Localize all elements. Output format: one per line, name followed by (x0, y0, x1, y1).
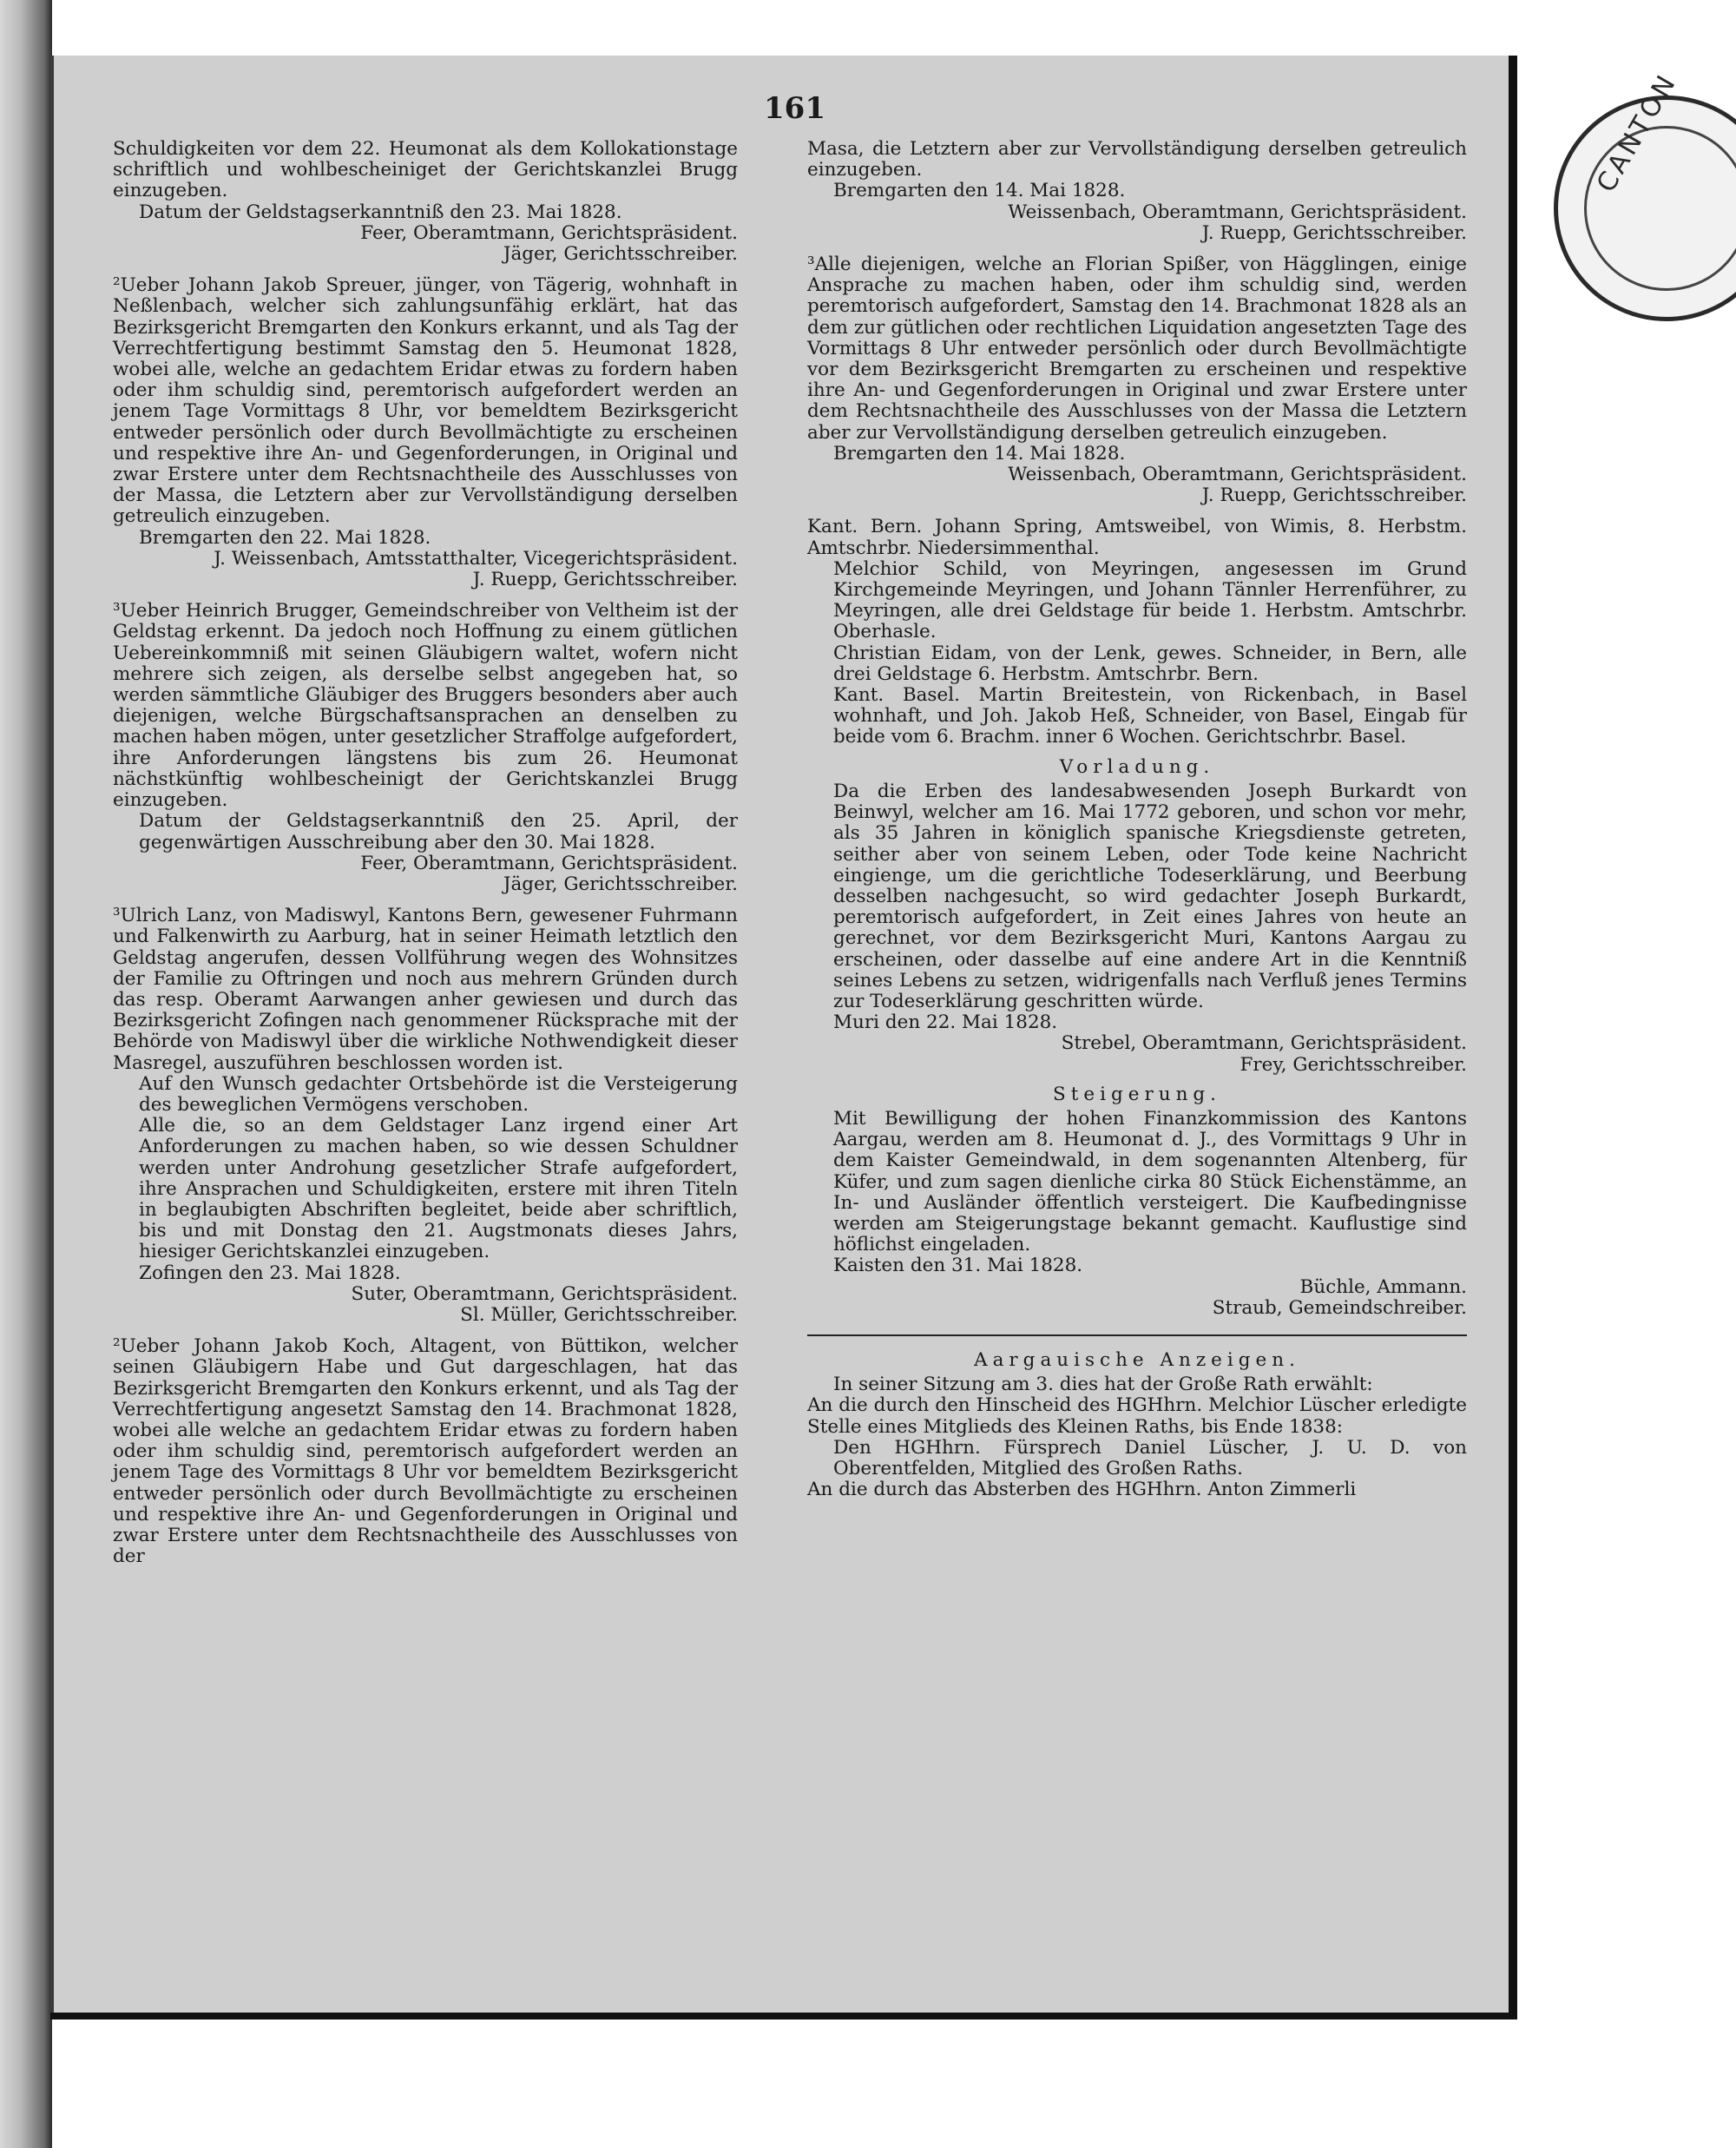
page-edge-right (1509, 56, 1517, 2018)
notice-lanz-signature-1: Suter, Oberamtmann, Gerichtspräsident. (351, 1282, 738, 1305)
notice-bern-3: Christian Eidam, von der Lenk, gewes. Schneider, in Bern, alle drei Geldstage 6. Herbstm. Amtschrbr. Bern. (833, 642, 1467, 685)
page-edge-bottom (50, 2013, 1517, 2020)
continued-koch-text: Masa, die Letztern aber zur Vervollständigung derselben getreulich einzugeben. (807, 138, 1467, 181)
continued-notice-signature-1: Feer, Oberamtmann, Gerichtspräsident. (360, 221, 738, 244)
notice-bern-1: Kant. Bern. Johann Spring, Amtsweibel, von Wimis, 8. Herbstm. Amtschrbr. Niedersimmenthal. (807, 516, 1467, 559)
notice-spisser-date: Bremgarten den 14. Mai 1828. (833, 442, 1126, 465)
notice-lanz-text-2: Auf den Wunsch gedachter Ortsbehörde ist die Versteigerung des beweglichen Vermögens verschoben. (139, 1072, 738, 1116)
continued-notice-signature-2: Jäger, Gerichtsschreiber. (503, 243, 738, 266)
book-spine (0, 0, 52, 2148)
aargau-text-1: In seiner Sitzung am 3. dies hat der Große Rath erwählt: (833, 1374, 1373, 1396)
vorladung-signature-2: Frey, Gerichtsschreiber. (1240, 1053, 1467, 1076)
vorladung-text: Da die Erben des landesabwesenden Joseph Burkardt von Beinwyl, welcher am 16. Mai 1772 geboren, und schon vor mehr, als 35 Jahren in königlich spanische Kriegsdienste getreten, seither aber von seinem Leben, oder Tode keine Nachricht eingienge, um die gerichtliche Todeserklärung, und Beerbung desselben nachgesucht, so wird gedachter Joseph Burkardt, peremtorisch aufgefordert, in Zeit eines Jahres von heute an gerechnet, vor dem Bezirksgericht Muri, Kantons Aargau zu erscheinen, oder dasselbe auf eine andere Art in die Kenntniß seines Lebens zu setzen, widrigenfalls nach Verfluß jenes Termins zur Todeserklärung geschritten würde. (833, 780, 1467, 1012)
notice-spreuer-text: ²Ueber Johann Jakob Spreuer, jünger, von Tägerig, wohnhaft in Neßlenbach, welcher sich zahlungsunfähig erklärt, hat das Bezirksgericht Bremgarten den Konkurs erkannt, und als Tag der Verrechtfertigung bestimmt Samstag den 5. Heumonat 1828, wobei alle, welche an gedachtem Eridar etwas zu fordern haben oder ihm schuldig sind, peremtorisch aufgefordert werden an jenem Tage Vormittags 8 Uhr, vor bemeldtem Bezirksgericht entweder persönlich oder durch Bevollmächtigte zu erscheinen und respektive ihre An- und Gegenforderungen, in Original und zwar Erstere unter dem Rechtsnachtheile des Ausschlusses von der Massa, die Letztern aber zur Vervollständigung derselben getreulich einzugeben. (113, 274, 738, 528)
section-divider (807, 1334, 1467, 1336)
notice-spreuer-signature-2: J. Ruepp, Gerichtsschreiber. (472, 569, 738, 591)
notice-brugger-text: ³Ueber Heinrich Brugger, Gemeindschreiber von Veltheim ist der Geldstag erkennt. Da jedoch noch Hoffnung zu einem gütlichen Uebereinkommniß mit seinen Gläubigern waltet, wofern nicht mehrere sich zeigen, als derselbe selbst angegeben hat, so werden sämmtliche Gläubiger des Bruggers besonders aber auch diejenigen, welche Bürgschaftsansprachen an denselben zu machen haben mögen, unter gesetzlicher Straffolge aufgefordert, ihre Anforderungen längstens bis zum 26. Heumonat nächstkünftig wohlbescheinigt der Gerichtskanzlei Brugg einzugeben. (113, 600, 738, 812)
heading-aargauische-anzeigen: Aargauische Anzeigen. (974, 1348, 1300, 1371)
steigerung-text: Mit Bewilligung der hohen Finanzkommission des Kantons Aargau, werden am 8. Heumonat d. J., des Vormittags 9 Uhr in dem Kaister Gemeindwald, in dem sogenannten Altenberg, für Küfer, und zum sagen dienliche cirka 80 Stück Eichenstämme, an In- und Ausländer öffentlich versteigert. Die Kaufbedingnisse werden am Steigerungstage bekannt gemacht. Kauflustige sind höflichst eingeladen. (833, 1107, 1467, 1256)
steigerung-date: Kaisten den 31. Mai 1828. (833, 1255, 1083, 1277)
continued-notice-date: Datum der Geldstagserkanntniß den 23. Mai 1828. (139, 201, 622, 223)
notice-brugger-signature-2: Jäger, Gerichtsschreiber. (503, 873, 738, 895)
continued-notice-text: Schuldigkeiten vor dem 22. Heumonat als dem Kollokationstage schriftlich und wohlbescheiniget der Gerichtskanzlei Brugg einzugeben. (113, 138, 738, 202)
notice-brugger-signature-1: Feer, Oberamtmann, Gerichtspräsident. (360, 852, 738, 874)
left-column (113, 139, 738, 1567)
aargau-text-2: An die durch den Hinscheid des HGHhrn. Melchior Lüscher erledigte Stelle eines Mitglieds des Kleinen Raths, bis Ende 1838: (807, 1394, 1467, 1438)
page-number: 161 (764, 91, 825, 126)
heading-steigerung: Steigerung. (1052, 1083, 1222, 1105)
steigerung-signature-2: Straub, Gemeindschreiber. (1212, 1296, 1467, 1319)
notice-lanz-signature-2: Sl. Müller, Gerichtsschreiber. (460, 1303, 738, 1326)
notice-spreuer-date: Bremgarten den 22. Mai 1828. (139, 526, 431, 549)
stamp-text: CANTON (1591, 68, 1684, 198)
continued-koch-signature-1: Weissenbach, Oberamtmann, Gerichtspräsident. (1008, 201, 1467, 223)
notice-bern-2: Melchior Schild, von Meyringen, angesessen im Grund Kirchgemeinde Meyringen, und Johann Tännler Herrenführer, zu Meyringen, alle drei Geldstage für beide 1. Herbstm. Amtschrbr. Oberhasle. (833, 557, 1467, 643)
continued-koch-date: Bremgarten den 14. Mai 1828. (833, 180, 1126, 202)
stamp-inner-ring (1584, 126, 1736, 291)
aargau-text-3: Den HGHhrn. Fürsprech Daniel Lüscher, J. U. D. von Oberentfelden, Mitglied des Großen Raths. (833, 1436, 1467, 1479)
notice-basel: Kant. Basel. Martin Breitestein, von Rickenbach, in Basel wohnhaft, und Joh. Jakob Heß, Schneider, von Basel, Eingab für beide vom 6. Brachm. inner 6 Wochen. Gerichtschrbr. Basel. (833, 684, 1467, 748)
notice-spisser-signature-1: Weissenbach, Oberamtmann, Gerichtspräsident. (1008, 464, 1467, 486)
aargau-text-4: An die durch das Absterben des HGHhrn. Anton Zimmerli (807, 1479, 1357, 1501)
vorladung-signature-1: Strebel, Oberamtmann, Gerichtspräsident. (1061, 1032, 1467, 1055)
notice-lanz-text-3: Alle die, so an dem Geldstager Lanz irgend einer Art Anforderungen zu machen haben, so wie dessen Schuldner werden unter Androhung gesetzlicher Strafe aufgefordert, ihre Ansprachen und Schuldigkeiten, erstere mit ihren Titeln in beglaubigten Abschriften begleitet, beide aber schriftlich, bis und mit Donstag den 21. Augstmonats dieses Jahrs, hiesiger Gerichtskanzlei einzugeben. (139, 1115, 738, 1263)
notice-lanz-date: Zofingen den 23. Mai 1828. (139, 1262, 401, 1284)
right-column (807, 139, 1467, 1500)
heading-vorladung: Vorladung. (1059, 755, 1215, 778)
steigerung-signature-1: Büchle, Ammann. (1299, 1275, 1467, 1298)
continued-koch-signature-2: J. Ruepp, Gerichtsschreiber. (1201, 221, 1467, 244)
notice-brugger-date: Datum der Geldstagserkanntniß den 25. April, der gegenwärtigen Ausschreibung aber den 30. Mai 1828. (139, 810, 738, 853)
notice-spisser-text: ³Alle diejenigen, welche an Florian Spißer, von Hägglingen, einige Ansprache zu machen haben, oder ihm schuldig sind, werden peremtorisch aufgefordert, Samstag den 14. Brachmonat 1828 als an dem zur gütlichen oder rechtlichen Liquidation angesetzten Tage des Vormittags 8 Uhr entweder persönlich oder durch Bevollmächtigte vor dem Bezirksgericht Bremgarten zu erscheinen und respektive ihre An- und Gegenforderungen in Original und zwar Erstere unter dem Rechtsnachtheile des Ausschlusses von der Massa die Letztern aber zur Vervollständigung derselben getreulich einzugeben. (807, 254, 1467, 444)
notice-spisser-signature-2: J. Ruepp, Gerichtsschreiber. (1201, 484, 1467, 507)
notice-spreuer-signature-1: J. Weissenbach, Amtsstatthalter, Vicegerichtspräsident. (214, 547, 738, 570)
vorladung-date: Muri den 22. Mai 1828. (833, 1011, 1058, 1034)
notice-lanz-text-1: ³Ulrich Lanz, von Madiswyl, Kantons Bern, gewesener Fuhrmann und Falkenwirth zu Aarburg, hat in seiner Heimath letztlich den Geldstag angerufen, dessen Vollführung wegen des Wohnsitzes der Familie zu Oftringen und noch aus mehrern Gründen durch das resp. Oberamt Aarwangen anher gewiesen und durch das Bezirksgericht Zofingen nach genommener Rücksprache mit der Behörde von Madiswyl über die wirkliche Nothwendigkeit dieser Masregel, auszuführen beschlossen worden ist. (113, 905, 738, 1074)
notice-koch-text: ²Ueber Johann Jakob Koch, Altagent, von Büttikon, welcher seinen Gläubigern Habe und Gut dargeschlagen, hat das Bezirksgericht Bremgarten den Konkurs erkennt, und als Tag der Verrechtfertigung angesetzt Samstag den 14. Brachmonat 1828, wobei alle welche an gedachtem Eridar etwas zu fordern haben oder ihm schuldig sind, peremtorisch aufgefordert werden an jenem Tage des Vormittags 8 Uhr vor bemeldtem Bezirksgericht entweder persönlich oder durch Bevollmächtigte zu erscheinen und respektive ihre An- und Gegenforderungen in Original und zwar Erstere unter dem Rechtsnachtheile des Ausschlusses von der (113, 1335, 738, 1568)
